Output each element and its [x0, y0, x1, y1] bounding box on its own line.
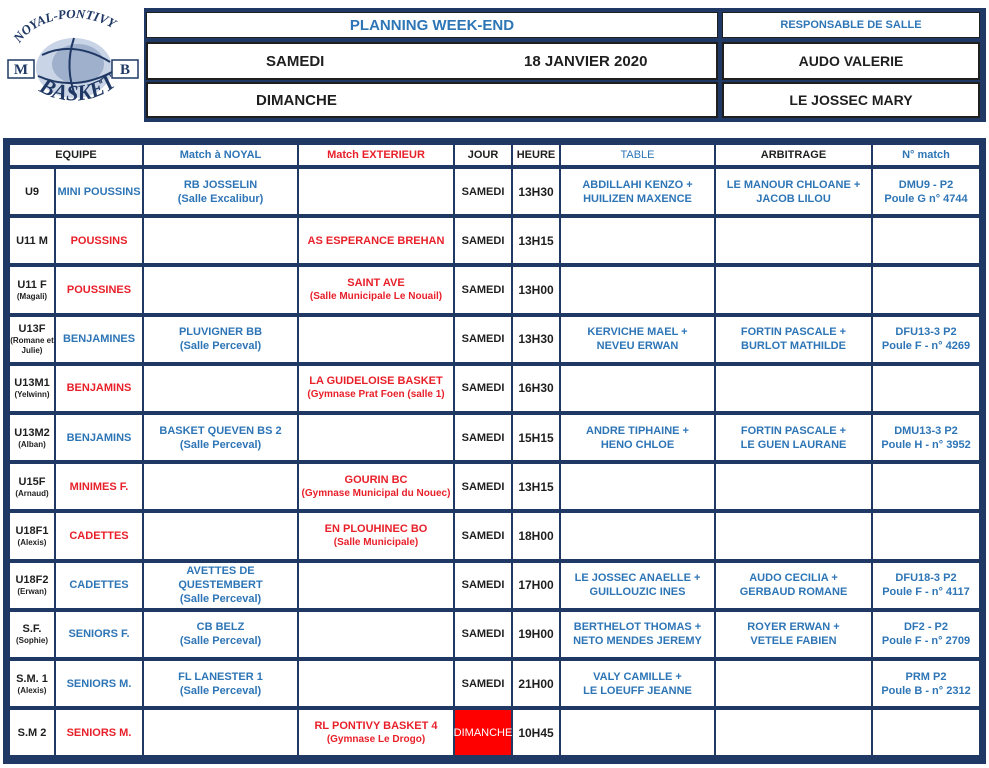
team-name: BENJAMINS [55, 414, 143, 461]
team-name: MINI POUSSINS [55, 168, 143, 215]
table-officials [560, 266, 715, 313]
away-match [298, 709, 454, 756]
team-code: U9 [24, 185, 40, 198]
match-day: SAMEDI [454, 168, 512, 215]
samedi-date: 18 JANVIER 2020 [524, 52, 648, 70]
row-team-code [9, 611, 55, 658]
match-time: 13H15 [512, 463, 560, 510]
table-officials-line1: KERVICHE MAEL + [587, 326, 688, 339]
referees [715, 217, 872, 264]
match-number [872, 611, 980, 658]
table-officials [560, 512, 715, 559]
match-number-line2: Poule F - n° 4269 [881, 340, 971, 353]
referees-line1: ROYER ERWAN + [747, 621, 840, 634]
row-team-code [9, 365, 55, 412]
table-row [9, 562, 980, 609]
team-name: BENJAMINS [55, 365, 143, 412]
col-heure: HEURE [512, 144, 560, 166]
home-match-line1: FL LANESTER 1 [178, 670, 263, 683]
away-match [298, 660, 454, 707]
team-name: BENJAMINES [55, 316, 143, 363]
table-officials-line1: BERTHELOT THOMAS + [573, 621, 702, 634]
table-row [9, 709, 980, 756]
home-match [143, 266, 298, 313]
logo-top-text: NOYAL-PONTIVY [10, 10, 119, 46]
col-jour: JOUR [454, 144, 512, 166]
match-number [872, 463, 980, 510]
match-number-line2: Poule F - n° 4117 [882, 586, 970, 599]
match-time: 10H45 [512, 709, 560, 756]
samedi-label: SAMEDI [266, 52, 325, 70]
away-match [298, 562, 454, 609]
team-coach: (Sophie) [16, 636, 48, 646]
away-match [298, 316, 454, 363]
match-day: SAMEDI [454, 414, 512, 461]
home-match-line2: (Salle Perceval) [179, 438, 262, 451]
logo-letter-m: M [13, 62, 29, 78]
basketball-logo-icon [2, 10, 144, 120]
team-code: U15F [18, 475, 46, 488]
table-officials-line2: HENO CHLOE [600, 438, 675, 451]
home-match-line2: (Salle Perceval) [179, 340, 262, 353]
home-match [143, 168, 298, 215]
dimanche-responsable: LE JOSSEC MARY [722, 82, 980, 118]
team-code: U11 F [17, 278, 47, 291]
referees-line2: BURLOT MATHILDE [741, 340, 846, 353]
table-row [9, 266, 980, 313]
match-number [872, 168, 980, 215]
match-number [872, 365, 980, 412]
away-match [298, 168, 454, 215]
away-match [298, 414, 454, 461]
table-officials [560, 562, 715, 609]
logo-letter-b: B [119, 62, 131, 78]
table-officials-line1: VALY CAMILLE + [593, 670, 682, 683]
team-code: S.M 2 [17, 726, 47, 739]
home-match [143, 709, 298, 756]
referees-line1: FORTIN PASCALE + [740, 424, 847, 437]
away-match-line1: LA GUIDELOISE BASKET [309, 375, 443, 388]
match-number-line1: DFU13-3 P2 [895, 326, 957, 339]
match-number-line1: DFU18-3 P2 [895, 572, 957, 585]
referees [715, 316, 872, 363]
row-team-code [9, 316, 55, 363]
planning-grid [9, 144, 980, 758]
header [0, 0, 989, 122]
match-number-line2: Poule B - n° 2312 [881, 684, 971, 697]
away-match-line2: (Gymnase Prat Foen (salle 1) [307, 389, 445, 401]
referees [715, 709, 872, 756]
table-officials [560, 611, 715, 658]
referees [715, 660, 872, 707]
away-match-line1: RL PONTIVY BASKET 4 [314, 719, 438, 732]
home-match [143, 660, 298, 707]
team-name: POUSSINS [55, 217, 143, 264]
away-match-line1: EN PLOUHINEC BO [324, 522, 428, 535]
table-officials-line2: HUILIZEN MAXENCE [583, 192, 692, 205]
match-time: 21H00 [512, 660, 560, 707]
match-day: SAMEDI [454, 463, 512, 510]
team-code: S.M. 1 [16, 672, 48, 685]
col-num-match: N° match [872, 144, 980, 166]
match-number [872, 660, 980, 707]
home-match-line1: AVETTES DE QUESTEMBERT [178, 565, 263, 592]
table-officials-line2: NEVEU ERWAN [596, 340, 679, 353]
home-match [143, 611, 298, 658]
planning-title: PLANNING WEEK-END [146, 12, 718, 38]
referees-line2: JACOB LILOU [756, 192, 831, 205]
referees-line1: AUDO CECILIA + [749, 572, 838, 585]
referees [715, 168, 872, 215]
table-officials [560, 365, 715, 412]
planning-table [3, 138, 986, 764]
table-officials [560, 217, 715, 264]
away-match [298, 217, 454, 264]
team-code: U18F2 [15, 574, 49, 587]
referees-line2: VETELE FABIEN [750, 635, 837, 648]
match-time: 13H30 [512, 316, 560, 363]
match-number [872, 512, 980, 559]
match-day: SAMEDI [454, 217, 512, 264]
table-officials [560, 414, 715, 461]
home-match-line1: BASKET QUEVEN BS 2 [159, 424, 282, 437]
table-officials [560, 316, 715, 363]
team-name: CADETTES [55, 512, 143, 559]
match-number-line2: Poule H - n° 3952 [881, 438, 971, 451]
match-time: 15H15 [512, 414, 560, 461]
referees [715, 562, 872, 609]
referees [715, 266, 872, 313]
match-number-line2: Poule F - n° 2709 [881, 635, 971, 648]
home-match [143, 365, 298, 412]
col-arbitrage: ARBITRAGE [715, 144, 872, 166]
home-match-line1: CB BELZ [196, 621, 245, 634]
team-name: SENIORS M. [55, 709, 143, 756]
team-name: CADETTES [55, 562, 143, 609]
table-officials [560, 709, 715, 756]
dimanche-row [146, 82, 718, 118]
row-team-code [9, 266, 55, 313]
match-time: 18H00 [512, 512, 560, 559]
away-match-line1: GOURIN BC [344, 473, 408, 486]
away-match-line2: (Salle Municipale Le Nouail) [309, 290, 443, 302]
team-coach: (Magali) [16, 291, 48, 301]
samedi-responsable: AUDO VALERIE [722, 42, 980, 80]
samedi-row [146, 42, 718, 80]
home-match-line1: PLUVIGNER BB [178, 326, 263, 339]
team-code: S.F. [22, 623, 42, 636]
table-row [9, 414, 980, 461]
away-match-line2: (Salle Municipale) [333, 536, 419, 548]
referees-line1: FORTIN PASCALE + [740, 326, 847, 339]
table-officials-line1: ABDILLAHI KENZO + [582, 178, 693, 191]
team-coach: (Yelwinn) [14, 390, 50, 400]
home-match-line1: RB JOSSELIN [183, 178, 258, 191]
row-team-code [9, 709, 55, 756]
responsable-label: RESPONSABLE DE SALLE [722, 12, 980, 38]
team-coach: (Erwan) [17, 587, 47, 597]
team-coach: (Alexis) [17, 537, 47, 547]
match-day: SAMEDI [454, 512, 512, 559]
table-row [9, 168, 980, 215]
match-number-line1: DMU9 - P2 [898, 178, 954, 191]
referees [715, 512, 872, 559]
table-row [9, 512, 980, 559]
table-row [9, 217, 980, 264]
table-officials [560, 660, 715, 707]
home-match [143, 562, 298, 609]
col-match-exterieur: Match EXTERIEUR [298, 144, 454, 166]
col-table: TABLE [560, 144, 715, 166]
row-team-code [9, 660, 55, 707]
away-match [298, 611, 454, 658]
match-number-line1: PRM P2 [905, 670, 947, 683]
away-match-line1: SAINT AVE [347, 276, 405, 289]
match-number [872, 217, 980, 264]
team-coach: (Arnaud) [15, 488, 49, 498]
referees [715, 414, 872, 461]
match-number-line1: DMU13-3 P2 [894, 424, 958, 437]
col-match-noyal: Match à NOYAL [143, 144, 298, 166]
home-match-line2: (Salle Perceval) [179, 593, 262, 606]
away-match-line2: (Gymnase Le Drogo) [326, 733, 426, 745]
table-officials-line1: ANDRE TIPHAINE + [586, 424, 689, 437]
match-day: SAMEDI [454, 611, 512, 658]
home-match [143, 217, 298, 264]
match-number [872, 709, 980, 756]
table-row [9, 316, 980, 363]
team-code: U13F [18, 323, 46, 336]
row-team-code [9, 562, 55, 609]
match-day: SAMEDI [454, 660, 512, 707]
away-match-line1: AS ESPERANCE BREHAN [307, 234, 445, 247]
table-row [9, 463, 980, 510]
table-officials [560, 168, 715, 215]
away-match [298, 463, 454, 510]
match-day: DIMANCHE [454, 709, 512, 756]
match-time: 13H00 [512, 266, 560, 313]
header-banner [144, 8, 986, 122]
team-code: U13M2 [14, 426, 50, 439]
match-day: SAMEDI [454, 316, 512, 363]
match-number-line1: DF2 - P2 [903, 621, 948, 634]
referees [715, 365, 872, 412]
home-match [143, 316, 298, 363]
team-name: SENIORS M. [55, 660, 143, 707]
home-match [143, 463, 298, 510]
home-match-line2: (Salle Perceval) [179, 635, 262, 648]
team-name: MINIMES F. [55, 463, 143, 510]
away-match-line2: (Gymnase Municipal du Nouec) [301, 487, 451, 499]
row-team-code [9, 168, 55, 215]
away-match [298, 512, 454, 559]
table-officials-line2: GUILLOUZIC INES [589, 586, 686, 599]
home-match-line2: (Salle Excalibur) [177, 192, 264, 205]
match-time: 19H00 [512, 611, 560, 658]
referees-line2: LE GUEN LAURANE [740, 438, 847, 451]
match-number-line2: Poule G n° 4744 [884, 192, 968, 205]
match-day: SAMEDI [454, 562, 512, 609]
match-day: SAMEDI [454, 266, 512, 313]
match-number [872, 414, 980, 461]
row-team-code [9, 512, 55, 559]
match-number [872, 562, 980, 609]
referees-line2: GERBAUD ROMANE [739, 586, 848, 599]
referees-line1: LE MANOUR CHLOANE + [726, 178, 861, 191]
referees [715, 611, 872, 658]
dimanche-label: DIMANCHE [256, 91, 337, 109]
row-team-code [9, 414, 55, 461]
table-header-row [9, 144, 980, 166]
away-match [298, 365, 454, 412]
row-team-code [9, 463, 55, 510]
match-time: 17H00 [512, 562, 560, 609]
col-equipe: EQUIPE [9, 144, 143, 166]
team-name: POUSSINES [55, 266, 143, 313]
team-coach: (Romane et Julie) [10, 336, 54, 356]
home-match-line2: (Salle Perceval) [179, 684, 262, 697]
table-row [9, 660, 980, 707]
table-officials-line2: LE LOEUFF JEANNE [583, 684, 692, 697]
table-officials [560, 463, 715, 510]
team-coach: (Alexis) [17, 685, 47, 695]
club-logo [2, 10, 144, 120]
match-number [872, 266, 980, 313]
team-code: U13M1 [14, 377, 50, 390]
referees [715, 463, 872, 510]
match-time: 13H30 [512, 168, 560, 215]
home-match [143, 414, 298, 461]
away-match [298, 266, 454, 313]
home-match [143, 512, 298, 559]
logo-bottom-text: BASKET [36, 68, 121, 106]
table-officials-line1: LE JOSSEC ANAELLE + [574, 572, 701, 585]
row-team-code [9, 217, 55, 264]
table-row [9, 365, 980, 412]
match-day: SAMEDI [454, 365, 512, 412]
match-number [872, 316, 980, 363]
match-time: 16H30 [512, 365, 560, 412]
team-name: SENIORS F. [55, 611, 143, 658]
team-code: U11 M [16, 234, 48, 247]
table-row [9, 611, 980, 658]
team-code: U18F1 [15, 524, 49, 537]
table-officials-line2: NETO MENDES JEREMY [573, 635, 702, 648]
team-coach: (Alban) [18, 439, 46, 449]
match-time: 13H15 [512, 217, 560, 264]
